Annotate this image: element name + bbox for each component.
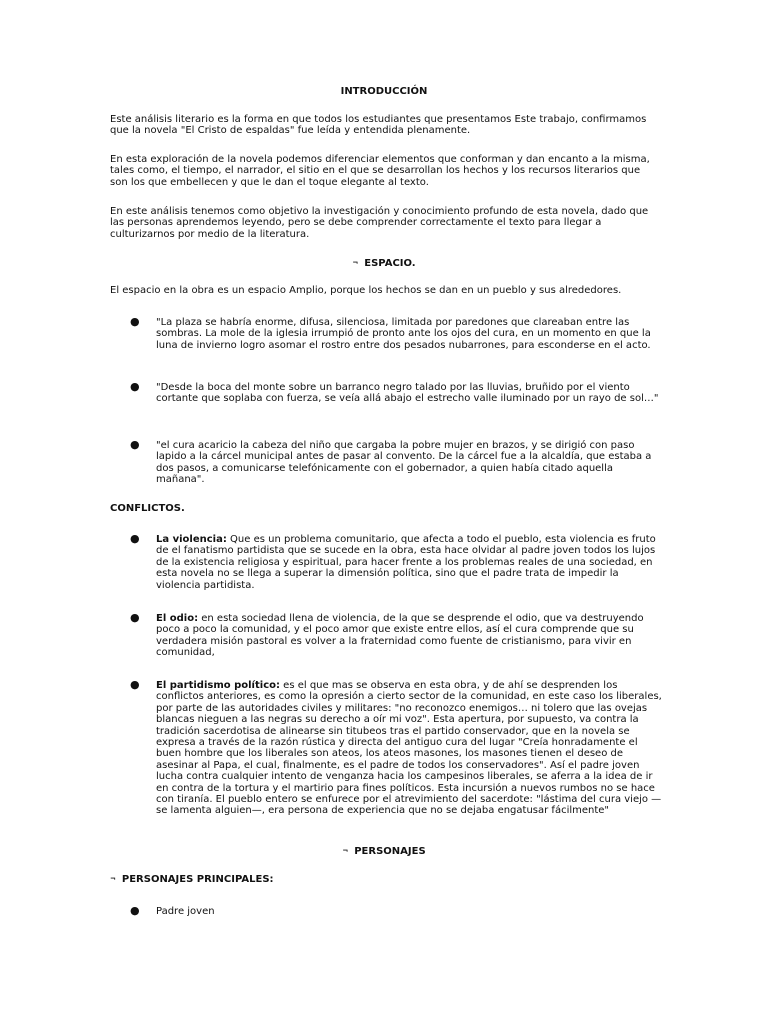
- bullet-icon: ●: [130, 315, 140, 328]
- personaje-item: Padre joven: [156, 906, 215, 917]
- personajes-principales-label: PERSONAJES PRINCIPALES:: [121, 874, 274, 885]
- conflicto-term: El partidismo político:: [156, 680, 280, 691]
- conflicto-text: en esta sociedad llena de violencia, de la que se desprende el odio, que va destruyendo poco a poco la comunidad, y el poco amor que existe entre ellos, así el cura comprende que su verdadera misión pastoral es volver a la fraternidad como fuente de cristianismo, para vivir en comunidad,: [156, 613, 644, 659]
- intro-heading: INTRODUCCIÓN: [340, 86, 428, 97]
- personajes-principales-heading: [110, 874, 274, 885]
- conflicto-text: Que es un problema comunitario, que afecta a todo el pueblo, esta violencia es fruto de el fanatismo partidista que se sucede en la obra, esta hace olvidar al padre joven todos los lujos de la existencia religiosa y espiritual, para hacer frente a los problemas reales de una sociedad, en esta novela no se llega a superar la dimensión política, sino que el padre trata de impedir la violencia partidista.: [156, 534, 656, 591]
- conflicto-partidismo: [156, 680, 662, 817]
- espacio-quote-1: "La plaza se habría enorme, difusa, silenciosa, limitada por paredones que clareaban entre las sombras. La mole de la iglesia irrumpió de pronto ante los ojos del cura, en un momento en que la luna de invierno logro asomar el rostro entre dos pesados nubarrones, para esconderse en el acto.: [156, 317, 651, 351]
- espacio-heading-label: ESPACIO.: [364, 258, 416, 269]
- conflicto-text: es el que mas se observa en esta obra, y de ahí se desprenden los conflictos anteriores, es como la opresión a cierto sector de la comunidad, en este caso los liberales, por parte de las autoridades civiles y militares: "no reconozco enemigos… ni tolero que las ovejas blancas nieguen a las negras su derecho a oír mi voz". Esta apertura, por supuesto, va contra la tradición sacerdotisa de alinearse sin titubeos tras el partido conservador, que en la novela se expresa a través de la razón rústica y directa del antiguo cura del lugar "Creía honradamente el buen hombre que los liberales son ateos, los ateos masones, los masones tienen el deseo de asesinar al Papa, el cual, finalmente, es el padre de todos los conservadores". Así el padre joven lucha contra cualquier intento de venganza hacia los campesinos liberales, se aferra a la idea de ir en contra de la tortura y el martirio para fines políticos. Esta incursión a nuevos rumbos no se hace con tiranía. El pueblo entero se enfurece por el atrevimiento del sacerdote: "lástima del cura viejo —se lamenta alguien—, era persona de experiencia que no se dejaba engatusar fácilmente": [156, 680, 662, 817]
- bullet-icon: ●: [130, 438, 140, 451]
- intro-paragraph-2: En esta exploración de la novela podemos diferenciar elementos que conforman y dan encanto a la misma, tales como, el tiempo, el narrador, el sitio en el que se desarrollan los hechos y los recursos literarios que son los que embellecen y que le dan el toque elegante al texto.: [110, 154, 650, 188]
- intro-paragraph-3: En este análisis tenemos como objetivo la investigación y conocimiento profundo de esta novela, dado que las personas aprendemos leyendo, pero se debe comprender correctamente el texto para llegar a culturizarnos por medio de la literatura.: [110, 206, 649, 240]
- conflicto-odio: [156, 613, 662, 659]
- section-marker-icon: ¬: [342, 847, 349, 855]
- conflicto-term: El odio:: [156, 613, 199, 624]
- personajes-heading-label: PERSONAJES: [354, 846, 426, 857]
- conflicto-violencia: [156, 534, 662, 591]
- bullet-icon: ●: [130, 380, 140, 393]
- bullet-icon: ●: [130, 904, 140, 917]
- section-marker-icon: ¬: [110, 875, 116, 883]
- conflictos-heading: CONFLICTOS.: [110, 503, 185, 514]
- espacio-section-heading: [0, 258, 768, 269]
- bullet-icon: ●: [130, 532, 140, 545]
- section-marker-icon: ¬: [352, 259, 359, 267]
- bullet-icon: ●: [130, 611, 140, 624]
- bullet-icon: ●: [130, 678, 140, 691]
- intro-paragraph-1: Este análisis literario es la forma en que todos los estudiantes que presentamos Este trabajo, confirmamos que la novela "El Cristo de espaldas" fue leída y entendida plenamente.: [110, 114, 647, 137]
- personajes-section-heading: [0, 846, 768, 857]
- espacio-quote-2: "Desde la boca del monte sobre un barranco negro talado por las lluvias, bruñido por el viento cortante que soplaba con fuerza, se veía allá abajo el estrecho valle iluminado por un rayo de sol…": [156, 382, 659, 405]
- espacio-quote-3: "el cura acaricio la cabeza del niño que cargaba la pobre mujer en brazos, y se dirigió con paso lapido a la cárcel municipal antes de pasar al convento. De la cárcel fue a la alcaldía, que estaba a dos pasos, a comunicarse telefónicamente con el gobernador, a quien había citado aquella mañana".: [156, 440, 652, 486]
- espacio-paragraph: El espacio en la obra es un espacio Amplio, porque los hechos se dan en un pueblo y sus alrededores.: [110, 285, 622, 296]
- conflicto-term: La violencia:: [156, 534, 227, 545]
